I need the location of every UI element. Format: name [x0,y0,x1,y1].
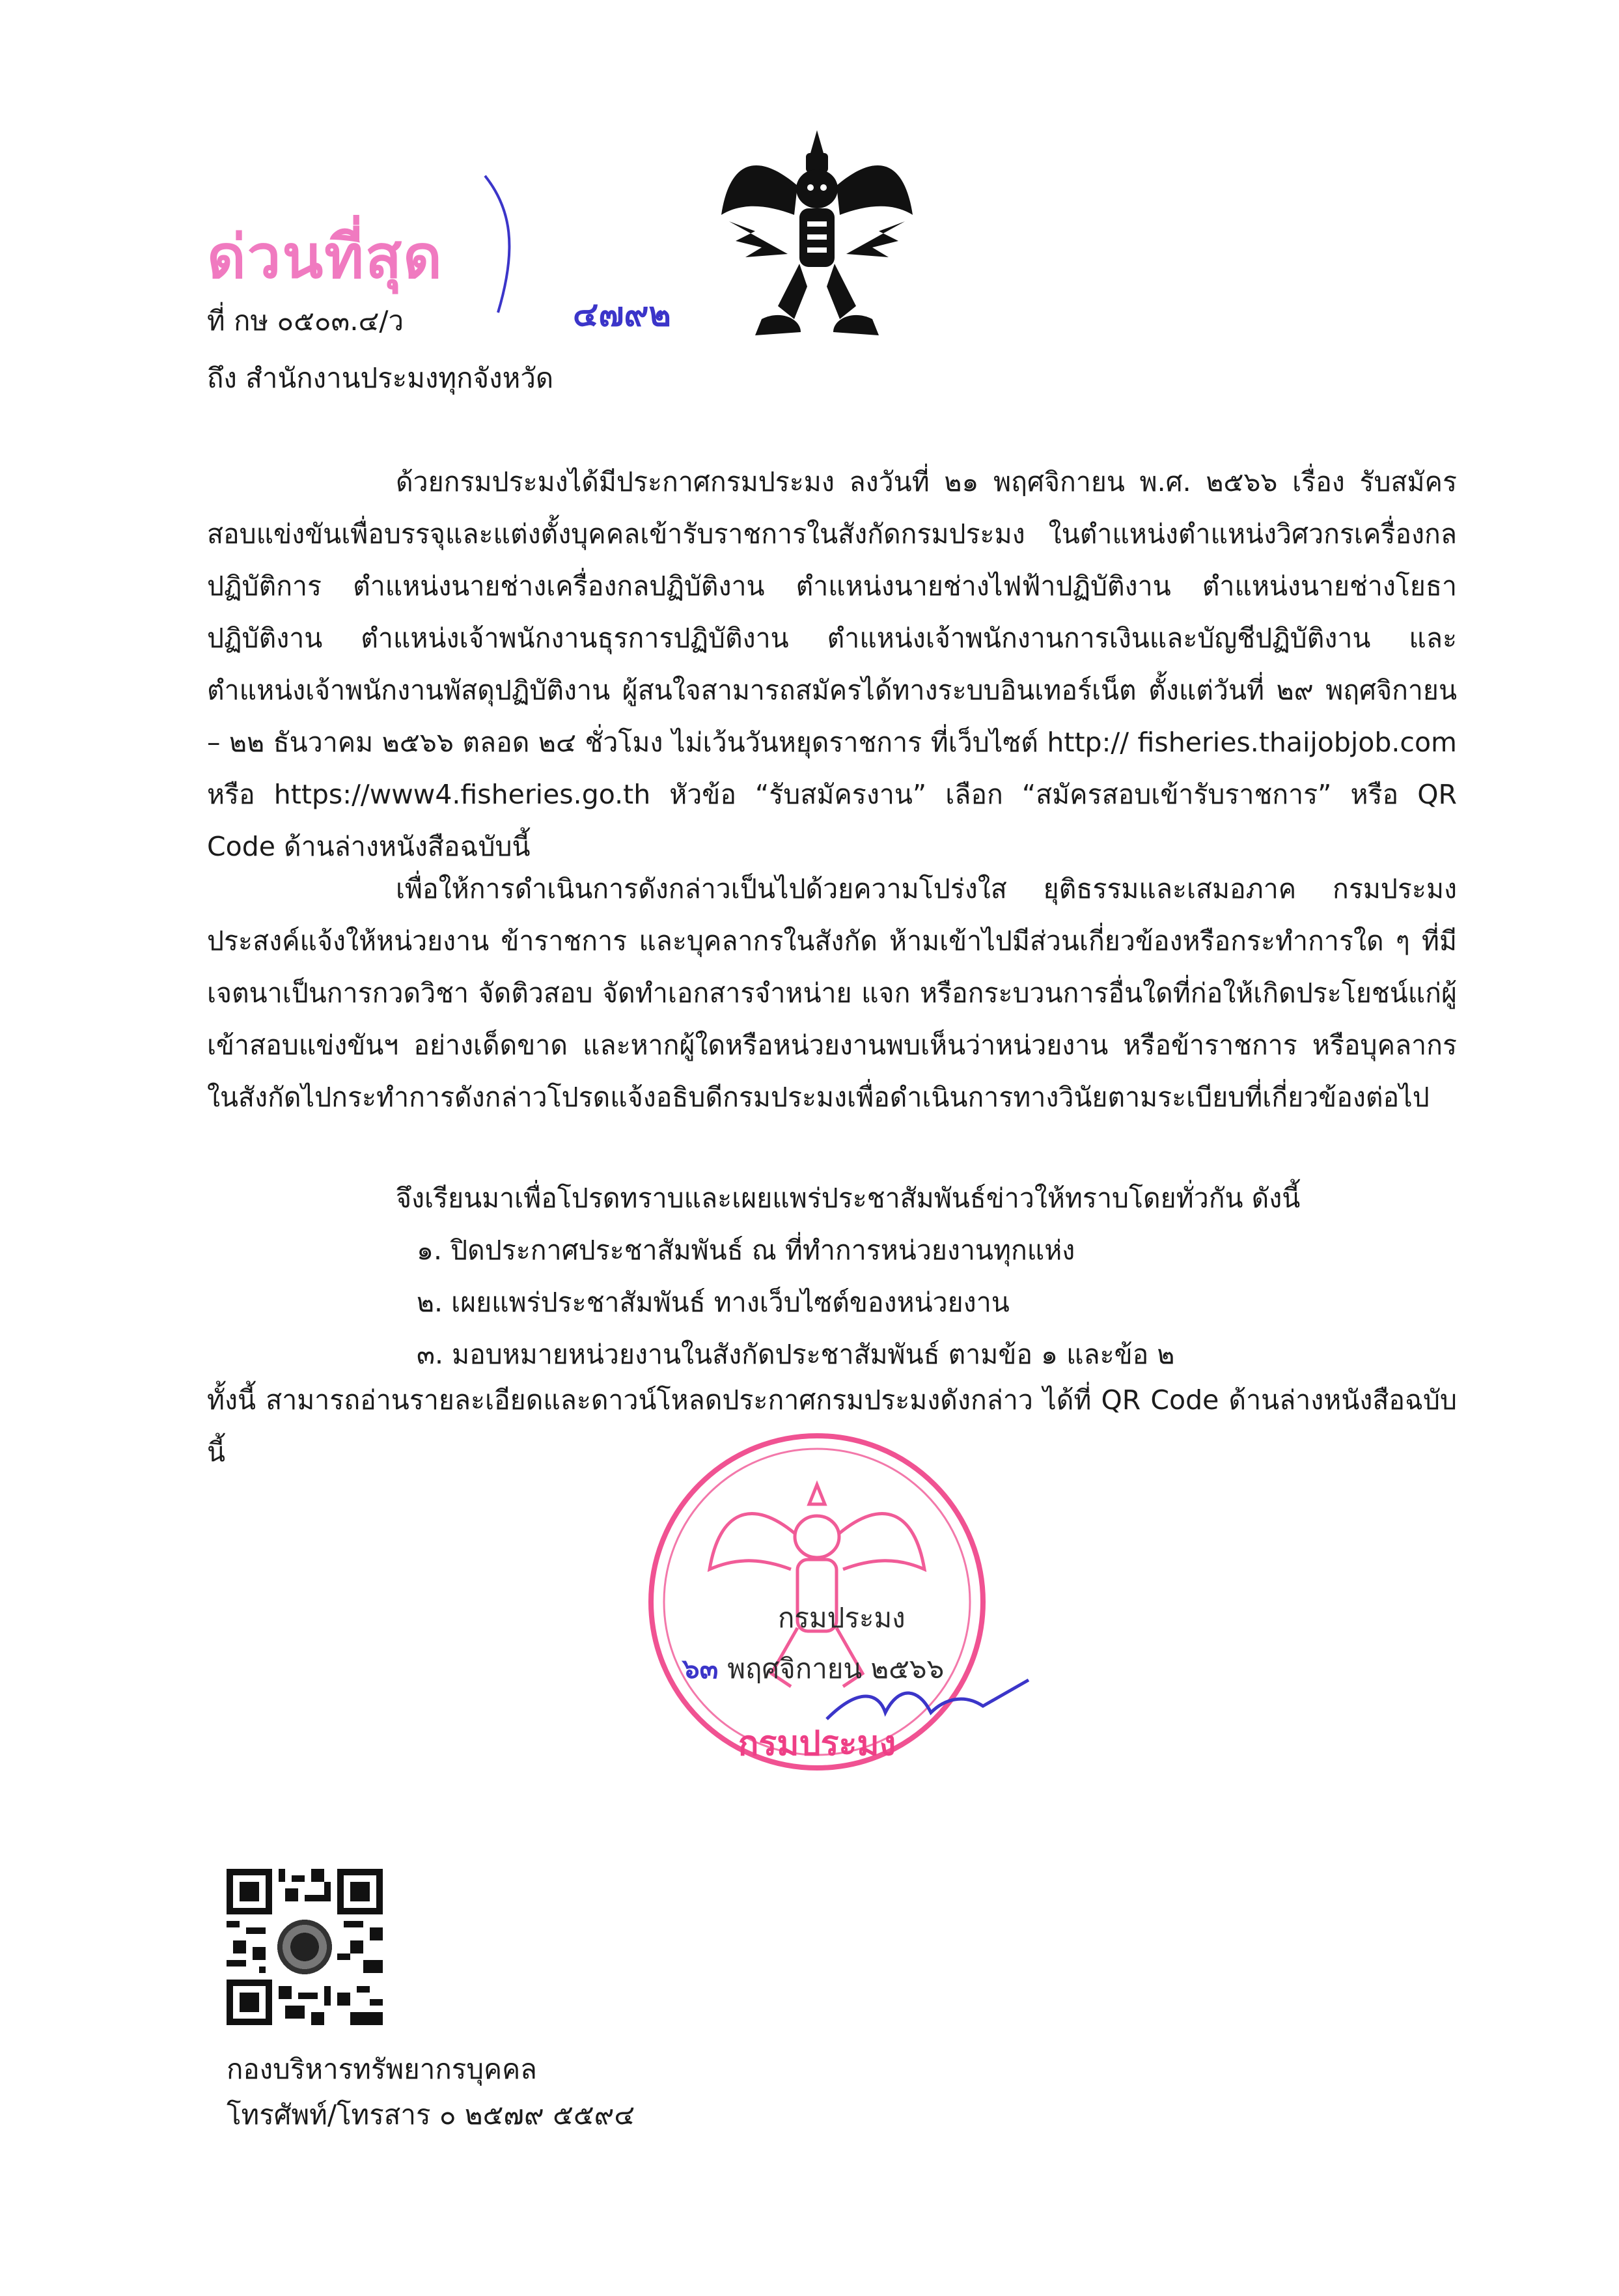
list-item: ๒. เผยแพร่ประชาสัมพันธ์ ทางเว็บไซต์ของหน่วยงาน [417,1287,1010,1318]
handwritten-signature [820,1667,1035,1739]
footer-division: กองบริหารทรัพยากรบุคคล [227,2053,537,2085]
list-item: ๑. ปิดประกาศประชาสัมพันธ์ ณ ที่ทำการหน่วยงานทุกแห่ง [417,1235,1075,1266]
garuda-emblem-icon [716,124,918,339]
body-paragraph-2 [207,863,1457,1123]
footer-phone: โทรศัพท์/โทรสาร ๐ ๒๕๗๙ ๕๕๙๔ [227,2099,635,2131]
qr-code-icon[interactable] [227,1869,383,2025]
handwritten-stroke [472,169,544,319]
paragraph-1-text: ด้วยกรมประมงได้มีประกาศกรมประมง ลงวันที่ ๒๑ พฤศจิกายน พ.ศ. ๒๕๖๖ เรื่อง รับสมัครสอบแข่งขันเพื่อบรรจุและแต่งตั้งบุคคลเข้ารับราชการในสังกัดกรมประมง ในตำแหน่งตำแหน่งวิศวกรเครื่องกลปฏิบัติการ ตำแหน่งนายช่างเครื่องกลปฏิบัติงาน ตำแหน่งนายช่างไฟฟ้าปฏิบัติงาน ตำแหน่งนายช่างโยธาปฏิบัติงาน ตำแหน่งเจ้าพนักงานธุรการปฏิบัติงาน ตำแหน่งเจ้าพนักงานการเงินและบัญชีปฏิบัติงาน และตำแหน่งเจ้าพนักงานพัสดุปฏิบัติงาน ผู้สนใจสามารถสมัครได้ทางระบบอินเทอร์เน็ต ตั้งแต่วันที่ ๒๙ พฤศจิกายน – ๒๒ ธันวาคม ๒๕๖๖ ตลอด ๒๔ ชั่วโมง ไม่เว้นวันหยุดราชการ ที่เว็บไซต์ http:// fisheries.thaijobjob.com หรือ https://www4.fisheries.go.th หัวข้อ “รับสมัครงาน” เลือก “สมัครสอบเข้ารับราชการ” หรือ QR Code ด้านล่างหนังสือฉบับนี้ [207,466,1457,862]
document-number-handwritten: ๔๗๙๒ [573,295,671,334]
signing-organization: กรมประมง [778,1602,906,1634]
signing-date-day: ๖๓ [682,1653,719,1685]
signing-date-month-year: พฤศจิกายน ๒๕๖๖ [727,1653,945,1685]
document-number: ที่ กษ ๐๕๐๓.๔/ว [207,305,404,337]
paragraph-2-text: เพื่อให้การดำเนินการดังกล่าวเป็นไปด้วยความโปร่งใส ยุติธรรมและเสมอภาค กรมประมงประสงค์แจ้งให้หน่วยงาน ข้าราชการ และบุคลากรในสังกัด ห้ามเข้าไปมีส่วนเกี่ยวข้องหรือกระทำการใด ๆ ที่มีเจตนาเป็นการกวดวิชา จัดติวสอบ จัดทำเอกสารจำหน่าย แจก หรือกระบวนการอื่นใดที่ก่อให้เกิดประโยชน์แก่ผู้เข้าสอบแข่งขันฯ อย่างเด็ดขาด และหากผู้ใดหรือหน่วยงานพบเห็นว่าหน่วยงาน หรือข้าราชการ หรือบุคลากรในสังกัดไปกระทำการดังกล่าวโปรดแจ้งอธิบดีกรมประมงเพื่อดำเนินการทางวินัยตามระเบียบที่เกี่ยวข้องต่อไป [207,873,1457,1113]
seal-label: กรมประมง [738,1724,896,1763]
urgency-stamp: ด่วนที่สุด [207,222,443,292]
body-paragraph-1 [207,456,1457,873]
body-paragraph-4: ทั้งนี้ สามารถอ่านรายละเอียดและดาวน์โหลดประกาศกรมประมงดังกล่าว ได้ที่ QR Code ด้านล่างหนังสือฉบับนี้ [207,1384,1457,1468]
body-paragraph-3 [207,1172,1457,1224]
recipient-line: ถึง สำนักงานประมงทุกจังหวัด [207,362,554,394]
list-item: ๓. มอบหมายหน่วยงานในสังกัดประชาสัมพันธ์ ตามข้อ ๑ และข้อ ๒ [417,1339,1175,1370]
paragraph-3-text: จึงเรียนมาเพื่อโปรดทราบและเผยแพร่ประชาสัมพันธ์ข่าวให้ทราบโดยทั่วกัน ดังนี้ [396,1183,1301,1214]
